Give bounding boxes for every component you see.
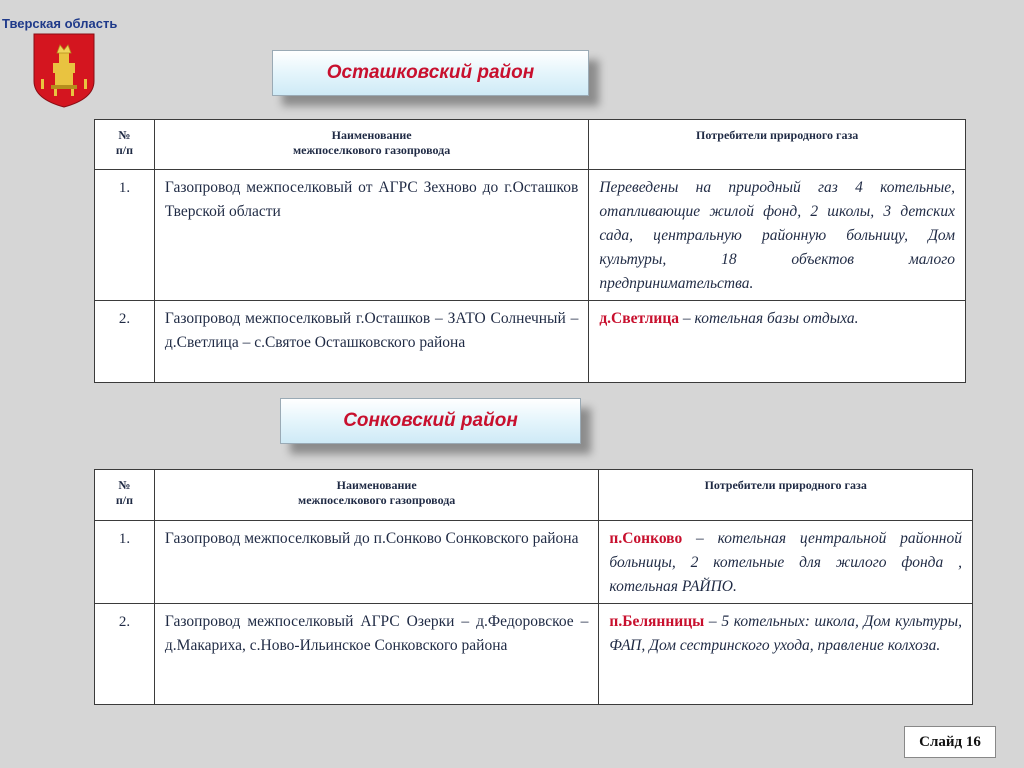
- pipeline-name: Газопровод межпоселковый до п.Сонково Сонковского района: [154, 521, 598, 604]
- column-header-consumers: Потребители природного газа: [589, 120, 966, 170]
- gas-consumers: п.Сонково – котельная центральной районной больницы, 2 котельные для жилого фонда , котельная РАЙПО.: [599, 521, 973, 604]
- table-row: [95, 301, 966, 383]
- pipeline-name: Газопровод межпоселковый АГРС Озерки – д.Федоровское – д.Макариха, с.Ново-Ильинское Сонковского района: [154, 604, 598, 705]
- table-header-row: [95, 470, 973, 521]
- table-row: [95, 521, 973, 604]
- pipeline-name: Газопровод межпоселковый от АГРС Зехново до г.Осташков Тверской области: [154, 170, 588, 301]
- pipeline-name: Газопровод межпоселковый г.Осташков – ЗАТО Солнечный – д.Светлица – с.Святое Осташковского района: [154, 301, 588, 383]
- column-header-pipeline-name: Наименование межпоселкового газопровода: [154, 470, 598, 521]
- table-header-row: [95, 120, 966, 170]
- column-header-consumers: Потребители природного газа: [599, 470, 973, 521]
- coat-of-arms-icon: [33, 33, 95, 108]
- settlement-name: п.Сонково: [609, 530, 683, 547]
- column-header-number: № п/п: [95, 120, 155, 170]
- gas-consumers: д.Светлица – котельная базы отдыха.: [589, 301, 966, 383]
- section-title-sonkovo: Сонковский район: [280, 398, 581, 444]
- region-title: Тверская область: [2, 16, 118, 31]
- settlement-name: д.Светлица: [599, 310, 680, 327]
- slide-number: Слайд 16: [904, 726, 996, 758]
- gas-pipelines-table-sonkovo: [94, 469, 973, 705]
- column-header-number: № п/п: [95, 470, 155, 521]
- gas-pipelines-table-ostashkov: [94, 119, 966, 383]
- row-number: 1.: [95, 521, 155, 604]
- gas-consumers: п.Белянницы – 5 котельных: школа, Дом культуры, ФАП, Дом сестринского ухода, правление колхоза.: [599, 604, 973, 705]
- gas-consumers: Переведены на природный газ 4 котельные, отапливающие жилой фонд, 2 школы, 3 детских сада, центральную районную больницу, Дом культуры, 18 объектов малого предпринимательства.: [589, 170, 966, 301]
- table-row: [95, 604, 973, 705]
- section-title-ostashkov: Осташковский район: [272, 50, 589, 96]
- row-number: 2.: [95, 604, 155, 705]
- column-header-pipeline-name: Наименование межпоселкового газопровода: [154, 120, 588, 170]
- row-number: 1.: [95, 170, 155, 301]
- row-number: 2.: [95, 301, 155, 383]
- settlement-name: п.Белянницы: [609, 613, 705, 630]
- table-row: [95, 170, 966, 301]
